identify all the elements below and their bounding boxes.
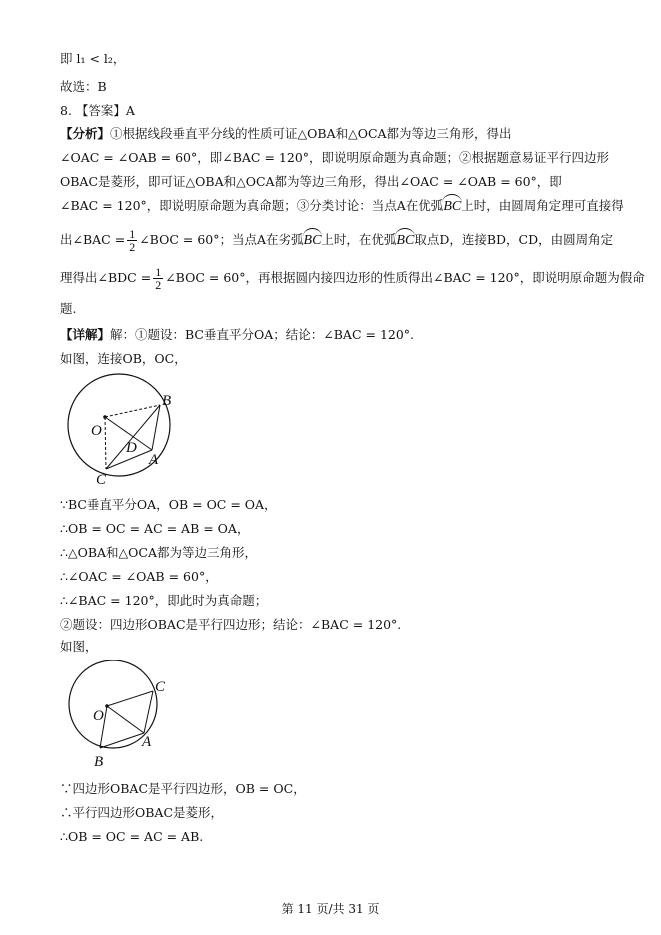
text-span: 取点D，连接BD，CD，由圆周角定: [414, 232, 614, 247]
text-line: ∠OAC = ∠OAB = 60°，即∠BAC = 120°，即说明原命题为真命题；②根据题意易证平行四边形: [60, 150, 610, 165]
text-line: [60, 266, 645, 291]
arc-bc: BC: [443, 199, 462, 214]
text-line: ∴OB = OC = AC = AB = OA，: [60, 521, 250, 536]
label-b: B: [162, 393, 172, 409]
label-b: B: [94, 754, 104, 770]
answer-line: 8. 【答案】A: [60, 103, 135, 118]
text-line: 如图，连接OB，OC，: [60, 351, 187, 366]
segment-oc: [107, 691, 153, 706]
text-span: ∠BAC = 120°，即说明原命题为真命题；③分类讨论：当点A在优弧: [60, 198, 444, 213]
circle-figure-2: [56, 660, 176, 772]
circle-figure-1: [56, 372, 186, 490]
text-span: ①根据线段垂直平分线的性质可证△OBA和△OCA都为等边三角形，得出: [110, 126, 512, 141]
text-span: 出∠BAC =: [60, 232, 126, 247]
fraction-num: 1: [155, 265, 162, 279]
point-o: [105, 704, 109, 708]
segment-oc: [105, 417, 106, 469]
analysis-tag: 【分析】: [60, 126, 111, 141]
text-line: ∴平行四边形OBAC是菱形，: [60, 805, 224, 820]
arc-bc: BC: [396, 233, 415, 248]
analysis-line: [60, 125, 512, 143]
text-span: 理得出∠BDC =: [60, 270, 152, 285]
page-footer: 第 11 页/共 31 页: [281, 902, 380, 916]
text-line: 故选：B: [60, 79, 107, 94]
label-c: C: [155, 679, 166, 695]
text-line: ∴△OBA和△OCA都为等边三角形，: [60, 545, 257, 560]
text-line: 如图，: [60, 639, 98, 654]
arc-bc: BC: [303, 233, 322, 248]
text-span: 上时，由圆周角定理可直接得: [461, 198, 624, 213]
text-line: ∵BC垂直平分OA，OB = OC = OA，: [60, 497, 277, 512]
detail-line: [60, 326, 414, 344]
label-d: D: [126, 440, 137, 456]
label-c: C: [96, 472, 107, 488]
text-span: ∠BOC = 60°，再根据圆内接四边形的性质得出∠BAC = 120°，即说明原命题为假命: [165, 270, 645, 285]
text-line: OBAC是菱形，即可证△OBA和△OCA都为等边三角形，得出∠OAC = ∠OAB = 60°，即: [60, 174, 562, 189]
text-line: 题.: [60, 301, 77, 316]
detail-tag: 【详解】: [60, 327, 111, 342]
text-line: ∴∠OAC = ∠OAB = 60°，: [60, 569, 218, 584]
text-line: ∵四边形OBAC是平行四边形，OB = OC，: [60, 781, 306, 796]
text-line: 即 l₁ < l₂，: [60, 51, 126, 66]
fraction-half: [127, 228, 137, 253]
text-span: 解：①题设：BC垂直平分OA；结论：∠BAC = 120°.: [110, 327, 415, 342]
segment-oa: [107, 706, 144, 733]
segment-ba: [152, 405, 160, 450]
text-line: ∴∠BAC = 120°，即此时为真命题；: [60, 593, 268, 608]
fraction-half: [153, 266, 163, 291]
segment-ca: [144, 691, 153, 733]
fraction-den: 2: [129, 240, 136, 254]
text-span: 上时，在优弧: [321, 232, 397, 247]
text-span: ∠BOC = 60°；当点A在劣弧: [139, 232, 304, 247]
text-line: [60, 197, 624, 216]
text-line: [60, 228, 613, 253]
fraction-den: 2: [155, 278, 162, 292]
fraction-num: 1: [129, 227, 136, 241]
label-a: A: [149, 452, 159, 468]
label-o: O: [91, 423, 102, 439]
label-a: A: [142, 734, 152, 750]
point-o: [103, 415, 107, 419]
label-o: O: [93, 708, 104, 724]
text-line: ②题设：四边形OBAC是平行四边形；结论：∠BAC = 120°.: [60, 617, 402, 632]
text-line: ∴OB = OC = AC = AB.: [60, 829, 204, 844]
